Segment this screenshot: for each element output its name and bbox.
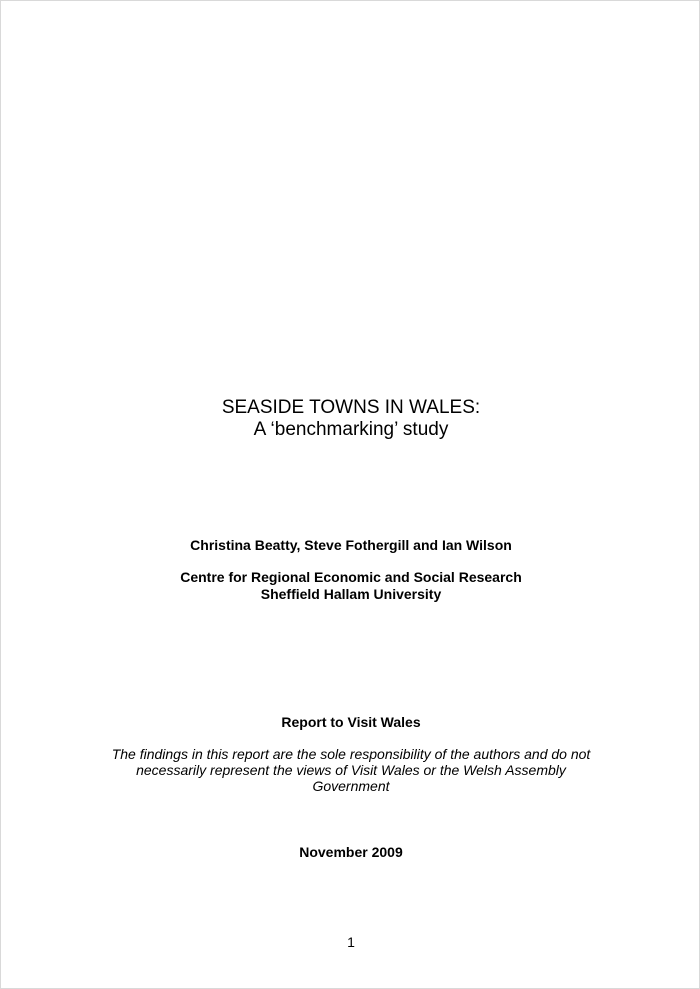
authors: Christina Beatty, Steve Fothergill and Ian Wilson [190, 537, 512, 553]
disclaimer-line-3: Government [312, 778, 390, 794]
publication-date: November 2009 [299, 844, 403, 860]
organisation-line-1: Centre for Regional Economic and Social Research [180, 569, 522, 585]
organisation [1, 569, 700, 603]
page-number: 1 [347, 934, 355, 950]
title-line-2: A ‘benchmarking’ study [253, 419, 449, 440]
report-title [1, 397, 700, 441]
report-recipient: Report to Visit Wales [281, 714, 421, 730]
organisation-line-2: Sheffield Hallam University [260, 586, 442, 602]
disclaimer-line-2: necessarily represent the views of Visit Wales or the Welsh Assembly [136, 762, 566, 778]
disclaimer-line-1: The findings in this report are the sole responsibility of the authors and do not [111, 746, 591, 762]
title-line-1: SEASIDE TOWNS IN WALES: [221, 397, 481, 418]
disclaimer [101, 746, 601, 794]
